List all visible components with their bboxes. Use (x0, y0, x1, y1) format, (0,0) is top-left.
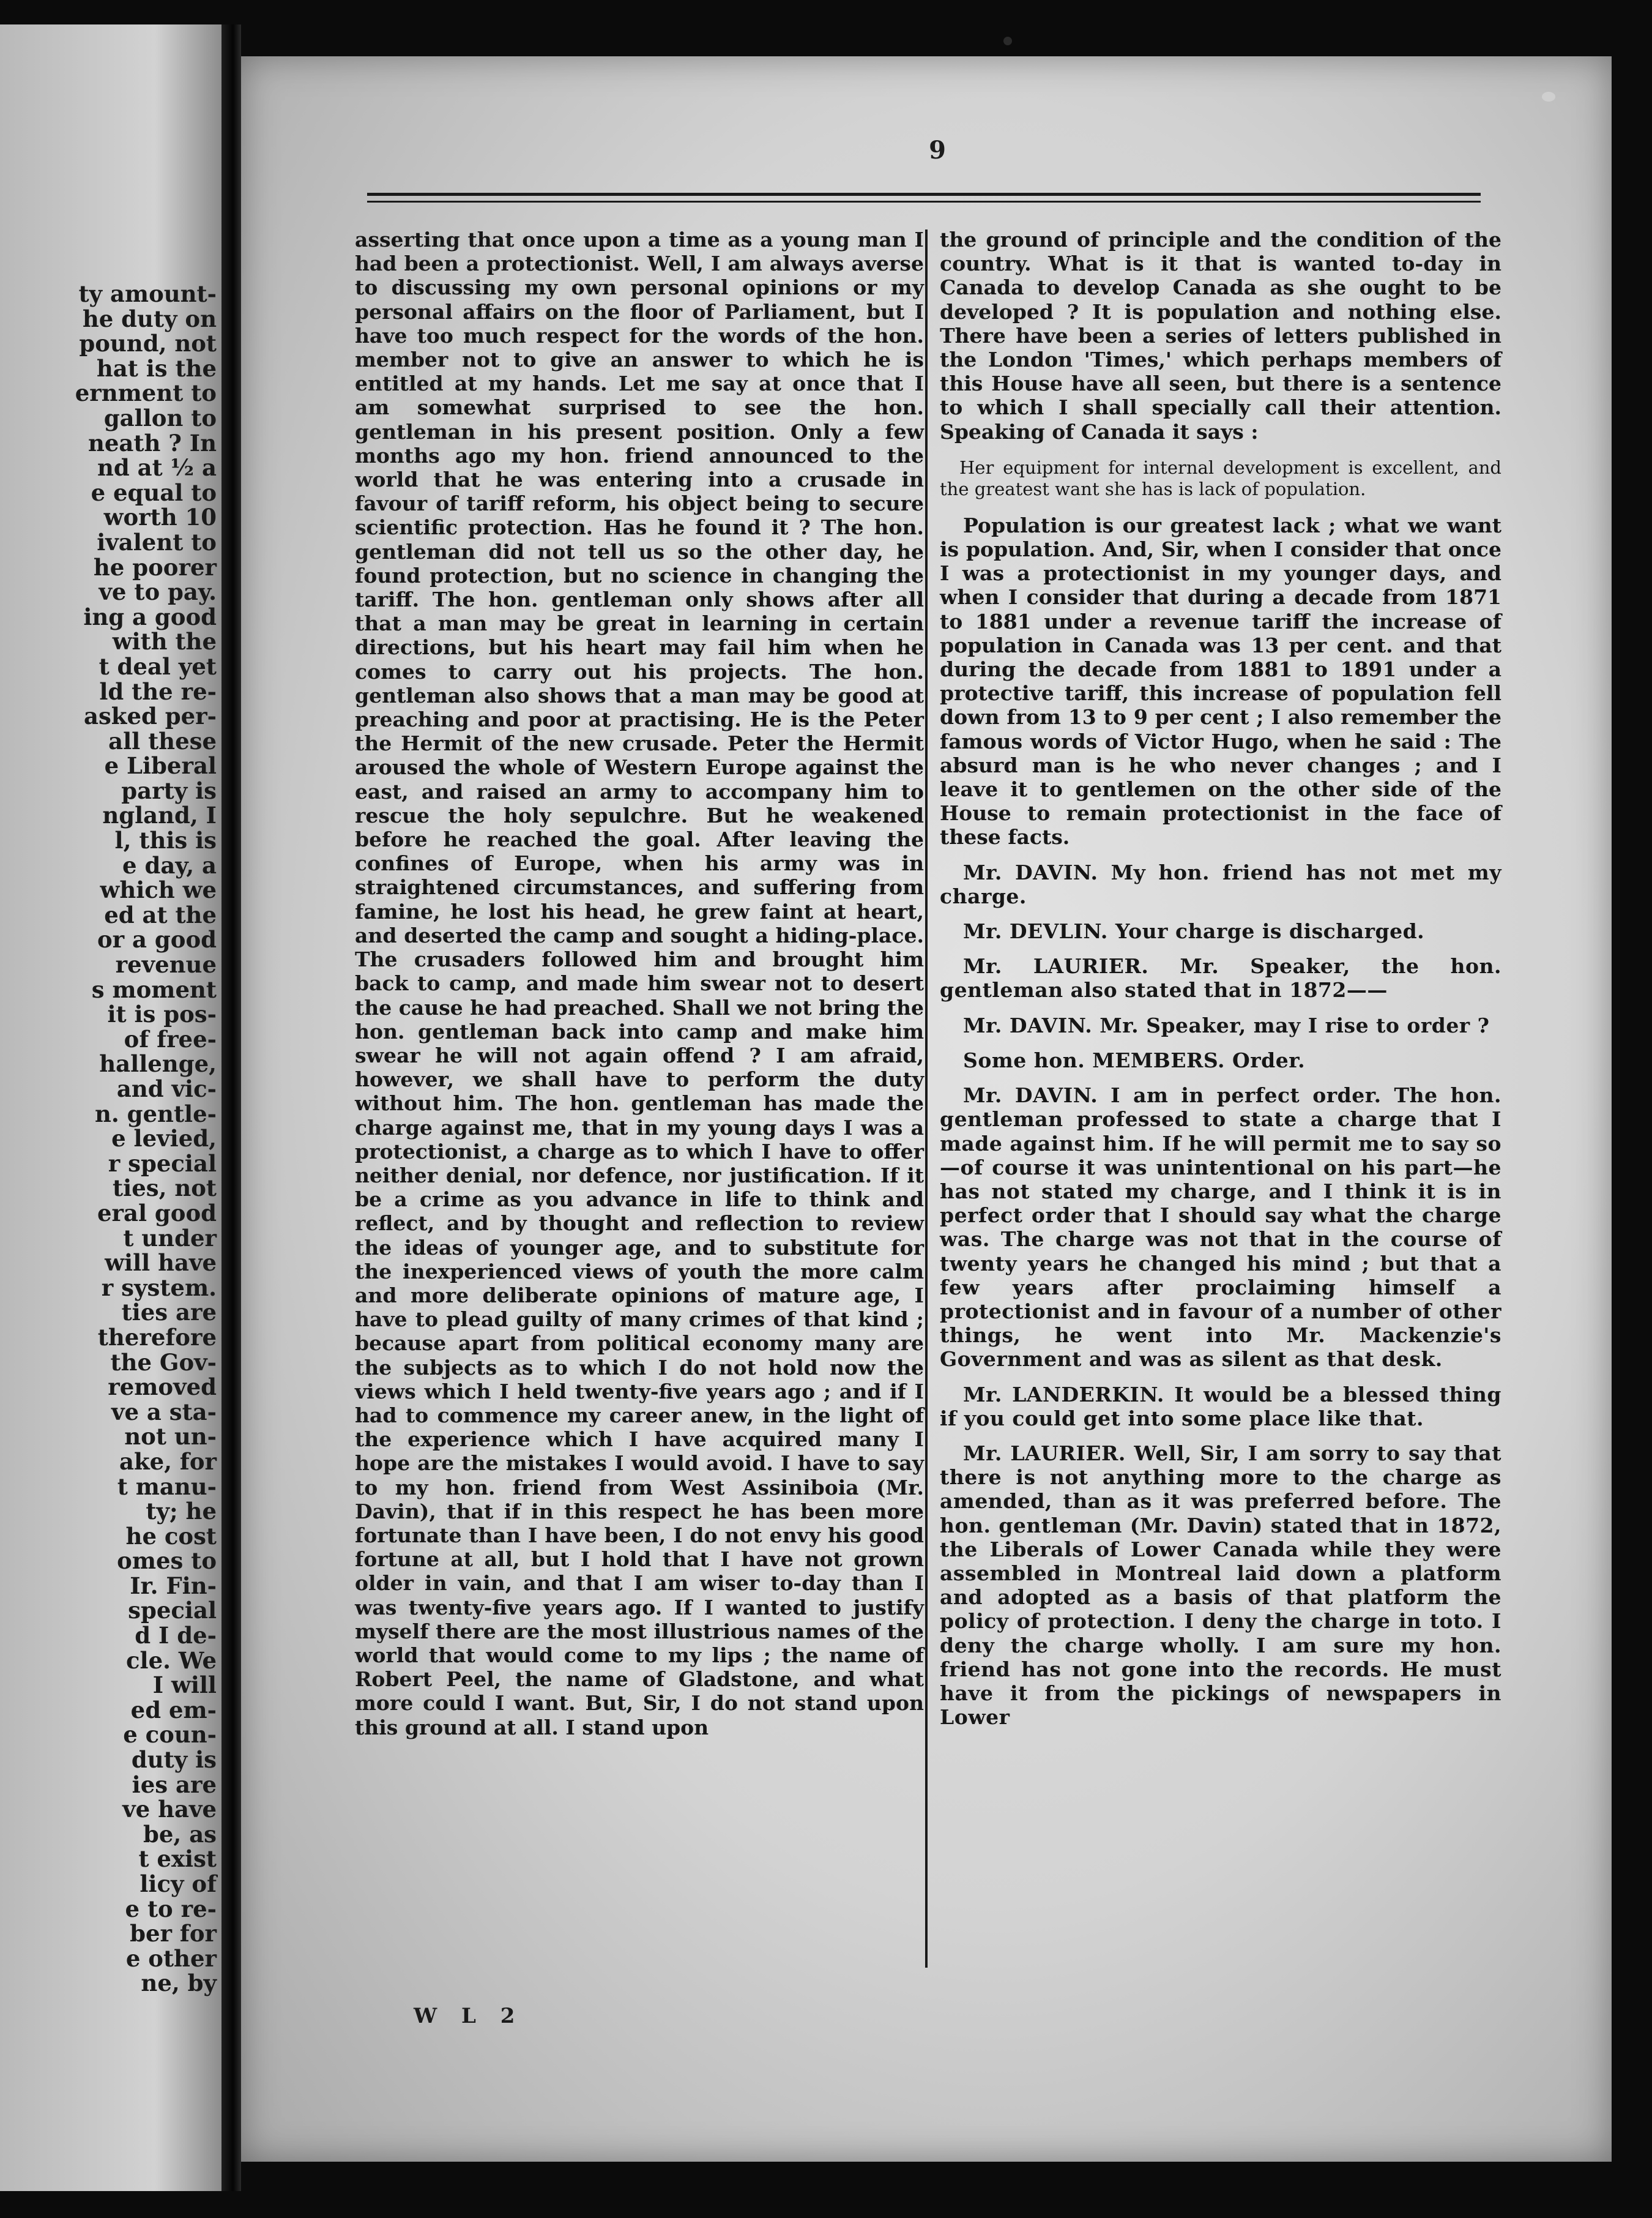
speech-davin: Mr. DAVIN. My hon. friend has not met my charge. (940, 860, 1501, 908)
left-column (355, 228, 924, 1739)
right-column (940, 228, 1501, 1729)
speech-davin: Mr. DAVIN. Mr. Speaker, may I rise to order ? (963, 1013, 1490, 1037)
book-gutter (221, 24, 241, 2191)
block-quote: Her equipment for internal development is excellent, and the greatest want she has is lack of population. (940, 457, 1501, 499)
column-divider (925, 230, 928, 1968)
previous-page-text: ty amount- he duty on pound, not hat is the ernment to gallon to neath ? In nd at ½ a e equal to worth 10 ivalent to he poorer ve to pay. ing a good with the t deal yet ld the re- asked per- all these e Liberal party is ngland, I l, this is e day, a which we ed at the or a good revenue s moment it is pos- of free- hallenge, and vic- n. gentle- e levied, r special ties, not eral good t under will have r system. ties are therefore the Gov- removed ve a sta- not un- ake, for t manu- ty; he he cost omes to Ir. Fin- special d I de- cle. We I will ed em- e coun- duty is ies are ve have be, as t exist licy of e to re- ber for e other ne, by (75, 280, 217, 1997)
paragraph: asserting that once upon a time as a young man I had been a protectionist. Well, I am always averse to discussing my own personal opinions or my personal affairs on the floor of Parliament, but I have too much respect for the words of the hon. member not to give an answer to which he is entitled at my hands. Let me say at once that I am somewhat surprised to see the hon. gentleman in his present position. Only a few months ago my hon. friend announced to the world that he was entering into a crusade in favour of tariff reform, his object being to secure scientific protection. Has he found it ? The hon. gentleman did not tell us so the other day, he found protection, but no science in changing the tariff. The hon. gentleman only shows after all that a man may be great in learning in certain directions, but his heart may fail him when he comes to carry out his projects. The hon. gentleman also shows that a man may be good at preaching and poor at practising. He is the Peter the Hermit of the new crusade. Peter the Hermit aroused the whole of Western Europe against the east, and raised an army to accompany him to rescue the holy sepulchre. But he weakened before he reached the goal. After leaving the confines of Europe, when his army was in straightened circumstances, and suffering from famine, he lost his head, he grew faint at heart, and deserted the camp and sought a hiding-place. The crusaders followed him and brought him back to camp, and made him swear not to desert the cause he had preached. Shall we not bring the hon. gentleman back into camp and make him swear he will not again offend ? I am afraid, however, we shall have to perform the duty without him. The hon. gentleman has made the charge against me, that in my young days I was a protectionist, a charge as to which I have to offer neither denial, nor defence, nor justification. If it be a crime as you advance in life to think and reflect, and by thought and reflection to review the ideas of younger age, and to substitute for the inexperienced views of youth the more calm and more deliberate opinions of mature age, I have to plead guilty of many crimes of that kind ; because apart from political economy many are the subjects as to which I do not hold now the views which I held twenty-five years ago ; and if I had to commence my career anew, in the light of the experience which I have acquired many I hope are the mistakes I would avoid. I have to say to my hon. friend from West Assiniboia (Mr. Davin), that if in this respect he has been more fortunate than I have been, I do not envy his good fortune at all, but I hold that I have not grown older in vain, and that I am wiser to-day than I was twenty-five years ago. If I wanted to justify myself there are the most illustrious names of the world that would come to my lips ; the name of Robert Peel, the name of Gladstone, and what more could I want. But, Sir, I do not stand upon this ground at all. I stand upon (355, 228, 924, 1739)
speech-laurier: Mr. LAURIER. Mr. Speaker, the hon. gentleman also stated that in 1872—— (940, 954, 1501, 1003)
paragraph: Population is our greatest lack ; what we want is population. And, Sir, when I consider that once I was a protectionist in my younger days, and when I consider that during a decade from 1871 to 1881 under a revenue tariff the increase of population in Canada was 13 per cent. and that during the decade from 1881 to 1891 under a protective tariff, this increase of population fell down from 13 to 9 per cent ; I also remember the famous words of Victor Hugo, when he said : The absurd man is he who never changes ; and I leave it to gentlemen on the other side of the House to remain protectionist in the face of these facts. (940, 513, 1501, 849)
previous-page-fragment (0, 24, 221, 2191)
header-rule (367, 193, 1481, 196)
speech-devlin: Mr. DEVLIN. Your charge is discharged. (963, 919, 1425, 944)
page-number: 9 (929, 136, 946, 165)
header-rule-thin (367, 201, 1481, 203)
signature-mark: W L 2 (414, 2004, 524, 2028)
dust-speck (1003, 37, 1012, 45)
speech-members: Some hon. MEMBERS. Order. (963, 1048, 1306, 1072)
dust-speck (1542, 92, 1555, 102)
speech-laurier: Mr. LAURIER. Well, Sir, I am sorry to say that there is not anything more to the charge as amended, than as it was preferred before. The hon. gentleman (Mr. Davin) stated that in 1872, the Liberals of Lower Canada while they were assembled in Montreal laid down a platform and adopted as a basis of that platform the policy of protection. I deny the charge in toto. I deny the charge wholly. I am sure my hon. friend has not gone into the records. He must have it from the pickings of newspapers in Lower (940, 1441, 1501, 1730)
speech-landerkin: Mr. LANDERKIN. It would be a blessed thing if you could get into some place like that. (940, 1382, 1501, 1430)
paragraph: the ground of principle and the condition of the country. What is it that is wanted to-day in Canada to develop Canada as she ought to be developed ? It is population and nothing else. There have been a series of letters published in the London 'Times,' which perhaps members of this House have all seen, but there is a sentence to which I shall specially call their attention. Speaking of Canada it says : (940, 228, 1501, 444)
speech-davin: Mr. DAVIN. I am in perfect order. The hon. gentleman professed to state a charge that I made against him. If he will permit me to say so—of course it was unintentional on his part—he has not stated my charge, and I think it is in perfect order that I should say what the charge was. The charge was not that in the course of twenty years he changed his mind ; but that a few years after proclaiming himself a protectionist and in favour of a number of other things, he went into Mr. Mackenzie's Government and was as silent as that desk. (940, 1083, 1501, 1372)
